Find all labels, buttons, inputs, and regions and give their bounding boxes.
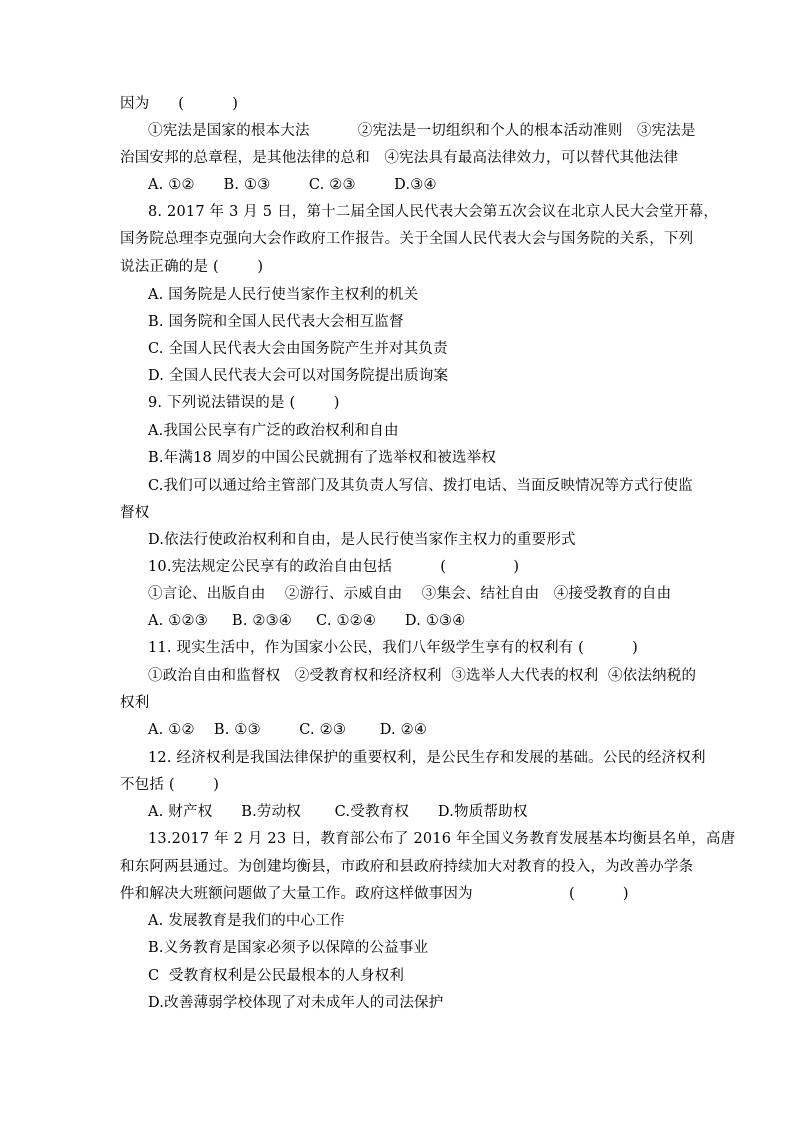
text-line: 国务院总理李克强向大会作政府工作报告。关于全国人民代表大会与国务院的关系，下列 xyxy=(120,231,694,247)
text-line: D. 全国人民代表大会可以对国务院提出质询案 xyxy=(148,368,449,384)
text-line: 说法正确的是 ( ) xyxy=(120,259,264,275)
text-line: B. 国务院和全国人民代表大会相互监督 xyxy=(148,314,404,330)
text-line: 督权 xyxy=(120,505,150,521)
text-line: C.我们可以通过给主管部门及其负责人写信、拨打电话、当面反映情况等方式行使监 xyxy=(148,478,693,494)
text-line: A.我国公民享有广泛的政治权利和自由 xyxy=(148,423,399,439)
text-line: 9. 下列说法错误的是 ( ) xyxy=(148,395,340,411)
text-line: C 受教育权利是公民最根本的人身权利 xyxy=(148,968,405,984)
text-line: 件和解决大班额问题做了大量工作。政府这样做事因为 ( ) xyxy=(120,886,629,902)
text-line: D.改善薄弱学校体现了对未成年人的司法保护 xyxy=(148,995,444,1011)
text-line: 不包括 ( ) xyxy=(120,777,220,793)
text-line: A. 发展教育是我们的中心工作 xyxy=(148,913,345,929)
text-line: ①宪法是国家的根本大法 ②宪法是一切组织和个人的根本活动准则 ③宪法是 xyxy=(148,123,696,139)
text-line: 8. 2017 年 3 月 5 日，第十二届全国人民代表大会第五次会议在北京人民大会堂开幕， xyxy=(148,204,719,220)
text-line: A. 财产权 B.劳动权 C.受教育权 D.物质帮助权 xyxy=(148,804,528,820)
text-line: C. 全国人民代表大会由国务院产生并对其负责 xyxy=(148,341,448,357)
text-line: A. ①② B. ①③ C. ②③ D. ②④ xyxy=(148,722,428,738)
text-line: ①政治自由和监督权 ②受教育权和经济权利 ③选举人大代表的权利 ④依法纳税的 xyxy=(148,668,697,684)
text-line: A. 国务院是人民行使当家作主权利的机关 xyxy=(148,287,419,303)
text-line: 因为 ( ) xyxy=(120,96,239,112)
text-line: B.义务教育是国家必须予以保障的公益事业 xyxy=(148,940,429,956)
text-line: 权利 xyxy=(120,695,150,711)
text-line: ①言论、出版自由 ②游行、示威自由 ③集会、结社自由 ④接受教育的自由 xyxy=(148,586,672,602)
text-line: B.年满18 周岁的中国公民就拥有了选举权和被选举权 xyxy=(148,450,497,466)
text-line: 11. 现实生活中，作为国家小公民，我们八年级学生享有的权利有 ( ) xyxy=(148,640,638,656)
text-line: A. ①②③ B. ②③④ C. ①②④ D. ①③④ xyxy=(148,613,466,629)
text-line: 12. 经济权利是我国法律保护的重要权利，是公民生存和发展的基础。公民的经济权利 xyxy=(148,750,706,766)
text-line: D.依法行使政治权利和自由，是人民行使当家作主权力的重要形式 xyxy=(148,532,576,548)
text-line: 13.2017 年 2 月 23 日，教育部公布了 2016 年全国义务教育发展基本均衡县名单，高唐 xyxy=(148,831,736,847)
text-line: 和东阿两县通过。为创建均衡县，市政府和县政府持续加大对教育的投入，为改善办学条 xyxy=(120,859,694,875)
text-line: 10.宪法规定公民享有的政治自由包括 ( ) xyxy=(148,559,520,575)
text-line: A. ①② B. ①③ C. ②③ D.③④ xyxy=(148,177,437,193)
text-line: 治国安邦的总章程，是其他法律的总和 ④宪法具有最高法律效力，可以替代其他法律 xyxy=(120,150,679,166)
